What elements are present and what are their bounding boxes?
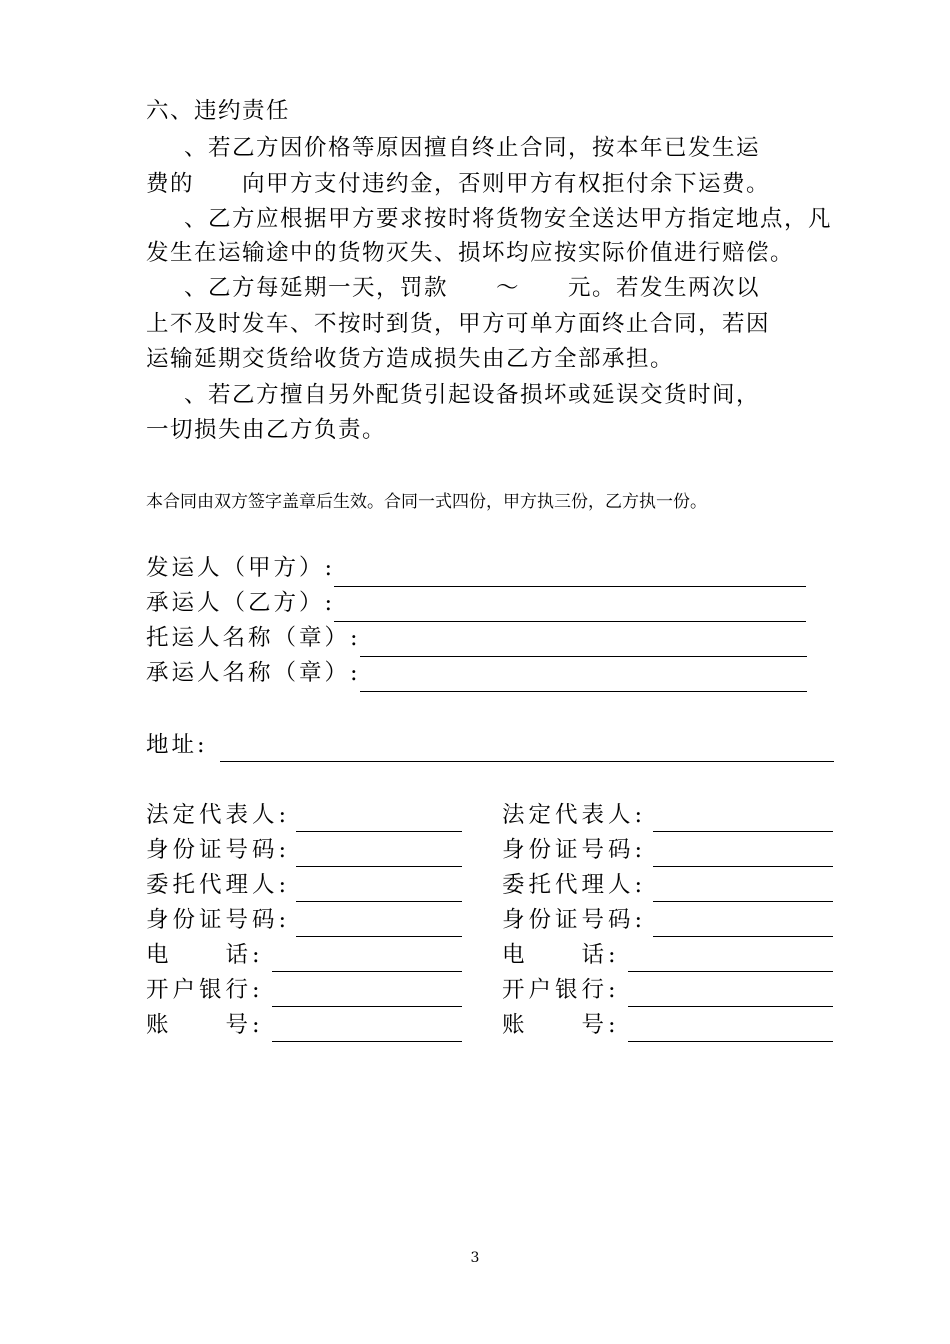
clause-line: 发生在运输途中的货物灭失、损坏均应按实际价值进行赔偿。 (146, 240, 795, 266)
account-line[interactable] (272, 1041, 462, 1042)
clause-line: 、若乙方擅自另外配货引起设备损坏或延误交货时间， (184, 382, 761, 408)
id-number-line[interactable] (296, 866, 462, 867)
effect-note: 本合同由双方签字盖章后生效。合同一式四份，甲方执三份，乙方执一份。 (146, 492, 707, 512)
phone-line[interactable] (272, 971, 462, 972)
agent-id-line[interactable] (296, 936, 462, 937)
legal-rep-label: 法定代表人: (502, 802, 647, 828)
clause-line: 一切损失由乙方负责。 (146, 417, 387, 443)
id-number-label: 身份证号码: (146, 837, 291, 863)
agent-line[interactable] (653, 901, 833, 902)
clause-line: 、乙方每延期一天，罚款 ～ 元。若发生两次以 (184, 275, 761, 301)
carrier-name-label: 承运人名称（章）: (146, 660, 361, 686)
page-number: 3 (470, 1250, 480, 1266)
id-number-label: 身份证号码: (502, 837, 647, 863)
carrier-label: 承运人（乙方）: (146, 590, 336, 616)
shipper-line[interactable] (334, 586, 806, 587)
clause-line: 、乙方应根据甲方要求按时将货物安全送达甲方指定地点，凡 (184, 206, 833, 232)
account-label: 账 号: (146, 1012, 264, 1038)
section-heading: 六、违约责任 (146, 98, 291, 124)
clause-line: 费的 向甲方支付违约金，否则甲方有权拒付余下运费。 (146, 171, 771, 197)
bank-label: 开户银行: (502, 977, 620, 1003)
agent-line[interactable] (296, 901, 462, 902)
agent-id-label: 身份证号码: (502, 907, 647, 933)
phone-label: 电 话: (502, 942, 620, 968)
phone-label: 电 话: (146, 942, 264, 968)
consignor-name-label: 托运人名称（章）: (146, 625, 361, 651)
bank-label: 开户银行: (146, 977, 264, 1003)
id-number-line[interactable] (653, 866, 833, 867)
legal-rep-line[interactable] (296, 831, 462, 832)
consignor-name-line[interactable] (360, 656, 807, 657)
agent-label: 委托代理人: (146, 872, 291, 898)
account-line[interactable] (628, 1041, 833, 1042)
carrier-line[interactable] (334, 621, 806, 622)
agent-label: 委托代理人: (502, 872, 647, 898)
legal-rep-label: 法定代表人: (146, 802, 291, 828)
clause-line: 上不及时发车、不按时到货，甲方可单方面终止合同，若因 (146, 311, 771, 337)
address-label: 地址: (146, 732, 208, 758)
carrier-name-line[interactable] (360, 691, 807, 692)
shipper-label: 发运人（甲方）: (146, 555, 336, 581)
phone-line[interactable] (628, 971, 833, 972)
address-line[interactable] (220, 761, 834, 762)
bank-line[interactable] (628, 1006, 833, 1007)
bank-line[interactable] (272, 1006, 462, 1007)
account-label: 账 号: (502, 1012, 620, 1038)
legal-rep-line[interactable] (653, 831, 833, 832)
clause-line: 运输延期交货给收货方造成损失由乙方全部承担。 (146, 346, 675, 372)
clause-line: 、若乙方因价格等原因擅自终止合同，按本年已发生运 (184, 135, 761, 161)
agent-id-line[interactable] (653, 936, 833, 937)
agent-id-label: 身份证号码: (146, 907, 291, 933)
